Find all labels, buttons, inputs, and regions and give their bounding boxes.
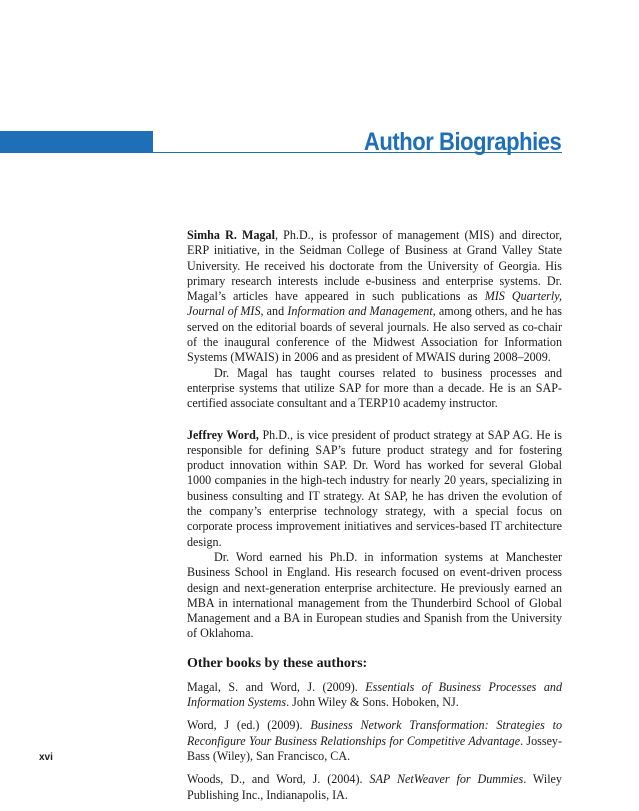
bio-magal-paragraph-2: Dr. Magal has taught courses related to business processes and enterprise systems that utilize SAP for more than a decade. He is an SAP-certified associate consultant and a TERP10 academy instructor. xyxy=(187,365,562,411)
biographies-content xyxy=(187,228,562,811)
page-number: xvi xyxy=(39,752,53,763)
author-name-word: Jeffrey Word, xyxy=(187,427,259,442)
bio-word-paragraph-2: Dr. Word earned his Ph.D. in information systems at Manchester Business School in England. His research focused on event-driven process design and next-generation enterprise architecture. He previously earned an MBA in international management from the Thunderbird School of Global Management and a BA in European studies and Spanish from the University of Oklahoma. xyxy=(187,549,562,641)
book-reference: Woods, D., and Word, J. (2004). SAP NetWeaver for Dummies. Wiley Publishing Inc., Indianapolis, IA. xyxy=(187,772,562,802)
bio-magal-paragraph-1: Simha R. Magal, Ph.D., is professor of management (MIS) and director, ERP initiative, in the Seidman College of Business at Grand Valley State University. He received his doctorate from the University of Georgia. His primary research interests include e-business and enterprise systems. Dr. Magal’s articles have appeared in such publications as MIS Quarterly, Journal of MIS, and Information and Management, among others, and he has served on the editorial boards of several journals. He also served as co-chair of the inaugural conference of the Midwest Association for Information Systems (MWAIS) in 2006 and as president of MWAIS during 2008–2009. xyxy=(187,228,562,365)
header-accent-bar xyxy=(0,131,153,153)
chapter-title: Author Biographies xyxy=(363,128,561,156)
bio-word-paragraph-1: Jeffrey Word, Ph.D., is vice president of product strategy at SAP AG. He is responsible for defining SAP’s future product strategy and for fostering product innovation within SAP. Dr. Word has worked for several Global 1000 companies in the high-tech industry for nearly 20 years, specializing in business consulting and IT strategy. At SAP, he has driven the evolution of the company’s enterprise technology strategy, with a special focus on corporate process improvement initiatives and services-based IT architecture design. xyxy=(187,427,562,549)
author-name-magal: Simha R. Magal xyxy=(187,228,275,242)
book-reference: Word, J (ed.) (2009). Business Network Transformation: Strategies to Reconfigure Your Business Relationships for Competitive Advantage. Jossey-Bass (Wiley), San Francisco, CA. xyxy=(187,718,563,763)
book-reference: Magal, S. and Word, J. (2009). Essentials of Business Processes and Information Systems. John Wiley & Sons. Hoboken, NJ. xyxy=(187,679,562,710)
other-books-heading: Other books by these authors: xyxy=(187,655,368,671)
